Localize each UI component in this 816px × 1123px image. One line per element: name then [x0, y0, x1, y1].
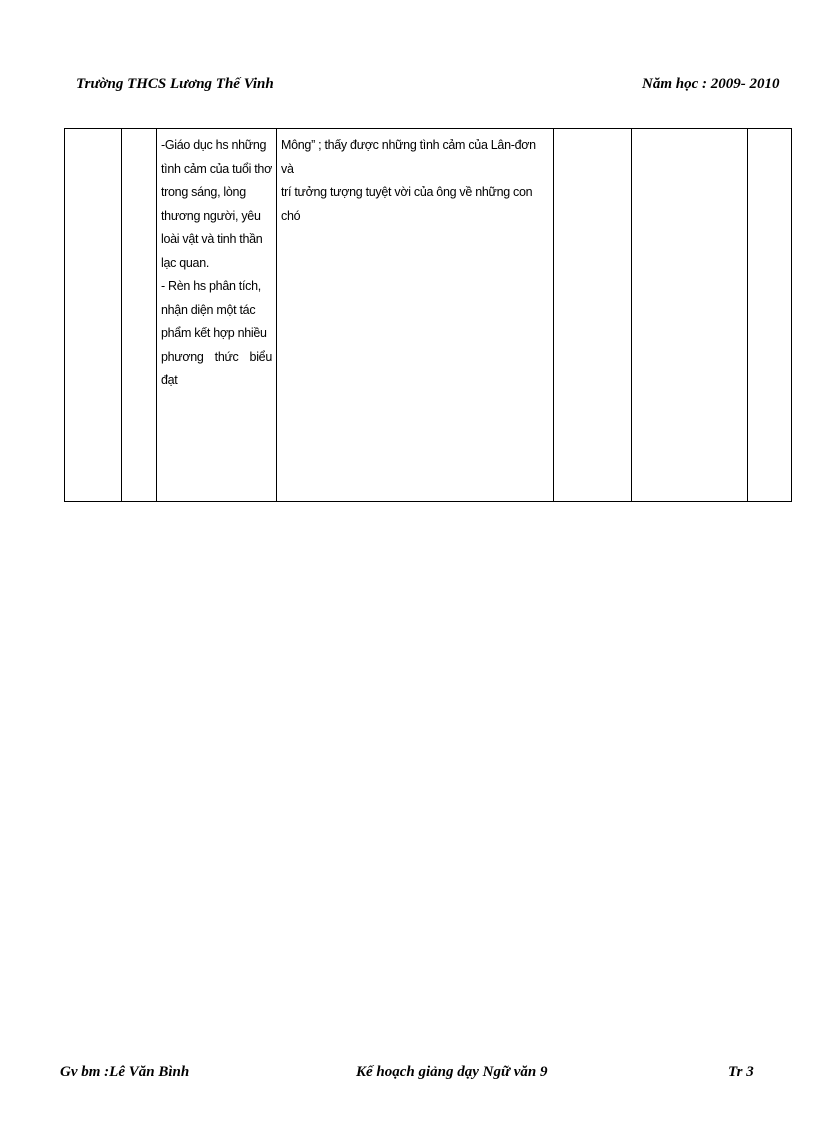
objective-line: - Rèn hs phân tích, — [161, 279, 261, 293]
objective-line: nhận diện một tác — [161, 302, 256, 317]
objective-line: thương người, yêu — [161, 208, 261, 223]
objective-line: phương thức biểu đạt — [161, 349, 272, 387]
objective-line: -Giáo dục hs những — [161, 138, 267, 152]
content-line: Mông” ; thấy được những tình cảm của Lân-đơn và — [281, 138, 536, 176]
cell-methods — [554, 129, 632, 502]
lesson-plan-table — [64, 128, 792, 502]
objective-line: loài vật và tinh thần — [161, 232, 263, 246]
cell-materials — [632, 129, 748, 502]
objective-line: trong sáng, lòng — [161, 185, 246, 199]
school-year: Năm học : 2009- 2010 — [642, 76, 780, 92]
teacher-name: Gv bm :Lê Văn Bình — [60, 1064, 190, 1080]
document-title: Kế hoạch giảng dạy Ngữ văn 9 — [356, 1064, 548, 1080]
cell-notes — [748, 129, 792, 502]
objective-line: phẩm kết hợp nhiều — [161, 326, 267, 340]
cell-content — [277, 129, 554, 502]
objective-line: lạc quan. — [161, 255, 210, 270]
page-number: Tr 3 — [728, 1064, 754, 1080]
content-line: chó — [281, 208, 301, 223]
cell-week — [65, 129, 122, 502]
cell-objectives — [157, 129, 277, 502]
cell-period — [122, 129, 157, 502]
objective-line: tình cảm của tuổi thơ — [161, 161, 272, 176]
school-name: Trường THCS Lương Thế Vinh — [76, 76, 274, 92]
content-line: trí tưởng tượng tuyệt vời của ông về những con — [281, 185, 533, 199]
table-row — [65, 129, 792, 502]
